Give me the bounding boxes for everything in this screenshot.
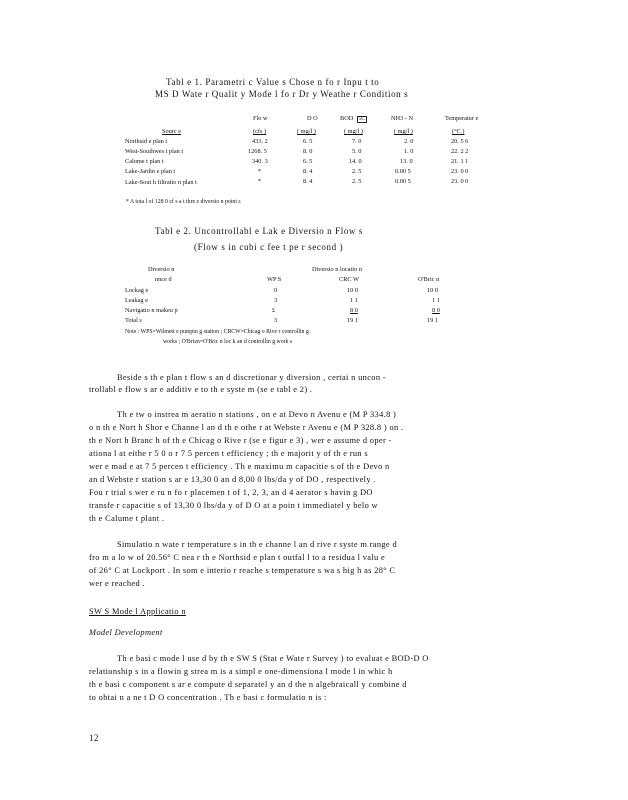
para2-line9: th e Calume t plant .	[89, 514, 165, 523]
table1-cell-temp: 21. 1 1	[451, 158, 469, 165]
table1-cell-nh: 0.00 5	[395, 168, 411, 175]
table1-cell-do: 8. 4	[303, 168, 313, 175]
table2-cell-label: Navigatio n makeu p	[125, 307, 178, 314]
table2-row	[0, 307, 628, 317]
para4-line3: th e basi c component s ar e compute d separatel y an d the n algebraicall y combine d	[89, 680, 407, 689]
table2-cell-label: Leakag e	[125, 297, 148, 304]
table1-header-do-unit: ( mg/l )	[297, 128, 316, 135]
subsection-heading: Model Development	[89, 628, 163, 637]
para1-line1: Beside s th e plan t flow s an d discretionar y diversion , certai n uncon -	[117, 373, 386, 382]
para2-line3: th e Nort h Branc h of th e Chicag o Rive r (se e figur e 3) , wer e assume d oper -	[89, 436, 392, 445]
table2-note-line2: works ; O'Brien=O'Bric n loc k an d controllin g work s	[163, 339, 293, 345]
table1-header-nh: NH3 - N	[391, 115, 414, 122]
table1-header-source: Sourc e	[162, 128, 182, 135]
para3-line3: of 26° C at Lockport . In som e interio r reache s temperature s wa s hig h as 28° C	[89, 566, 396, 575]
table2-header-location: Diversio n locatio n	[312, 266, 362, 273]
para4-line2: relationship s in a flowin g strea m is a simpl e one-dimensiona l mode l in whic h	[89, 667, 393, 676]
para3-line2: fro m a lo w of 20.56° C nea r th e Northsid e plan t outfal l to a residua l valu e	[89, 553, 386, 562]
para2-line4: ationa l at eithe r 5 0 o r 7 5 percen t efficiency ; th e majorit y of th e run s	[89, 449, 369, 458]
table2-header-diversion: Diversio n	[148, 266, 175, 273]
table1-header-bod-unit: ( mg/l )	[344, 128, 363, 135]
table2-header-crcw: CRC W	[339, 276, 360, 283]
table1-cell-flow: 1268. 5	[248, 148, 267, 155]
table1-cell-bod: 14. 0	[349, 158, 362, 165]
para3-line4: wer e reached .	[89, 579, 145, 588]
table2-header-obrien: O'Bric n	[418, 276, 440, 283]
table1-cell-source: Calume t plan t	[125, 158, 164, 165]
table1-cell-nh: 0.00 5	[395, 178, 411, 185]
table1-cell-flow: 340. 3	[252, 158, 268, 165]
table1-title-line2: MS D Wate r Qualit y Mode l fo r Dr y Weathe r Condition s	[155, 89, 409, 99]
table1-cell-bod: 5. 0	[352, 148, 362, 155]
table1-header-nh-unit: ( mg/l )	[394, 128, 413, 135]
table2-title-line1: Tabl e 2. Uncontrollabl e Lak e Diversio n Flow s	[155, 226, 363, 236]
table1-title-line1: Tabl e 1. Parametri c Value s Chose n fo r Inpu t to	[166, 77, 380, 87]
page-number: 12	[89, 733, 99, 743]
para2-line8: transfe r capacitie s of 13,30 0 lbs/da y of D O at a poin t immediatel y belo w	[89, 501, 378, 510]
table2-cell-crcw: 19 1	[347, 317, 359, 324]
table1-cell-temp: 22. 2 2	[451, 148, 469, 155]
para2-line7: Fou r trial s wer e ru n fo r placemen t of 1, 2, 3, an d 4 aerator s havin g DO	[89, 488, 373, 497]
table2-title-line2: (Flow s in cubi c fee t pe r second )	[194, 242, 344, 252]
table1-cell-source: West-Southwes t plan t	[125, 148, 184, 155]
table2-row	[0, 317, 628, 327]
table2-cell-obrien: 10 0	[427, 287, 439, 294]
table1-row	[0, 138, 628, 148]
table1-cell-do: 8. 0	[303, 148, 313, 155]
table1-cell-flow: *	[258, 168, 262, 175]
table1-row	[0, 168, 628, 178]
table1-cell-temp: 20. 5 6	[451, 138, 469, 145]
table1-cell-nh: 1. 0	[404, 148, 414, 155]
table1-cell-temp: 23. 0 0	[451, 168, 469, 175]
table2-header-method: nnce d	[155, 276, 172, 283]
table1-cell-temp: 23. 0 0	[451, 178, 469, 185]
table1-cell-do: 8. 4	[303, 178, 313, 185]
table1-header-flow: Flo w	[253, 115, 268, 122]
table2-row	[0, 297, 628, 307]
table1-cell-nh: 2. 0	[404, 138, 414, 145]
table1-cell-do: 6. 5	[303, 138, 313, 145]
table1-cell-source: Lake-Jardin e plan t	[125, 168, 176, 175]
table1-cell-source: Northsid e plan t	[125, 138, 168, 145]
table1-cell-flow: 433. 2	[252, 138, 268, 145]
table2-cell-crcw: 1 1	[350, 297, 358, 304]
table1-cell-source: Lake-Sout h filtratio n plan t	[125, 179, 197, 186]
table2-cell-crcw: 8 0	[350, 307, 358, 314]
table2-cell-wps: 3	[274, 297, 278, 304]
table2-row	[0, 287, 628, 297]
table2-cell-crcw: 10 0	[347, 287, 359, 294]
table1-footnote: * A tota l of 128 0 cf s a t thre e diversio n point s	[126, 199, 241, 205]
table1-header-bod-sub: 5C	[358, 117, 365, 122]
table1-header-temp: Temperatur e	[445, 115, 479, 122]
table2-cell-obrien: 19 1	[427, 317, 439, 324]
table1-header-flow-unit: (cfs )	[253, 128, 267, 135]
table1-header-temp-unit: (°C )	[452, 128, 465, 135]
table2-cell-label: Lockag e	[125, 287, 149, 294]
para4-line1: Th e basi c mode l use d by th e SW S (Stat e Wate r Survey ) to evaluat e BOD-D O	[117, 654, 429, 663]
table1-row	[0, 148, 628, 158]
table1-row	[0, 158, 628, 168]
para2-line5: wer e mad e at 7 5 percen t efficiency . Th e maximu m capacitie s of th e Devo n	[89, 462, 390, 471]
table2-cell-obrien: 8 0	[432, 307, 440, 314]
table1-cell-flow: *	[258, 178, 262, 185]
table1-cell-nh: 13. 0	[400, 158, 413, 165]
table1-cell-bod: 2. 5	[352, 168, 362, 175]
table2-note-line1: Note : WPS=Wilmett e pumpin g station ; CRCW=Chicag o Rive r controllin g	[125, 329, 309, 335]
table1-cell-do: 6. 5	[303, 158, 313, 165]
table2-cell-wps: 3	[274, 317, 278, 324]
table2-cell-wps: £	[272, 307, 276, 314]
table2-cell-wps: 0	[274, 287, 278, 294]
para3-line1: Simulatio n wate r temperature s in th e channe l an d rive r syste m range d	[117, 540, 397, 549]
table1-row	[0, 178, 628, 188]
para2-line6: an d Webste r station s ar e 13,30 0 an d 8,00 0 lbs/da y of DO , respectively .	[89, 475, 376, 484]
table2-header-wps: WP S	[267, 276, 282, 283]
para2-line2: o n th e Nort h Shor e Channe l an d th e othe r at Webste r Avenu e (M P 328.8 ) on .	[89, 423, 404, 432]
table2-cell-label: Total s	[125, 317, 142, 324]
table2-cell-obrien: 1 1	[432, 297, 440, 304]
table1-header-bod	[340, 115, 367, 122]
table1-cell-bod: 7. 0	[352, 138, 362, 145]
para2-line1: Th e tw o instrea m aeratio n stations , on e at Devo n Avenu e (M P 334.8 )	[117, 410, 397, 419]
table1-cell-bod: 2. 5	[352, 178, 362, 185]
table1-header-bod-label: BOD	[340, 115, 354, 122]
table1-header-do: D O	[307, 115, 318, 122]
section-heading: SW S Mode l Applicatio n	[89, 607, 186, 616]
para1-line2: trollabl e flow s ar e additiv e to th e syste m (se e tabl e 2) .	[89, 385, 313, 394]
para4-line4: to obtai n a ne t D O concentration . Th e basi c formulatio n is :	[89, 693, 327, 702]
